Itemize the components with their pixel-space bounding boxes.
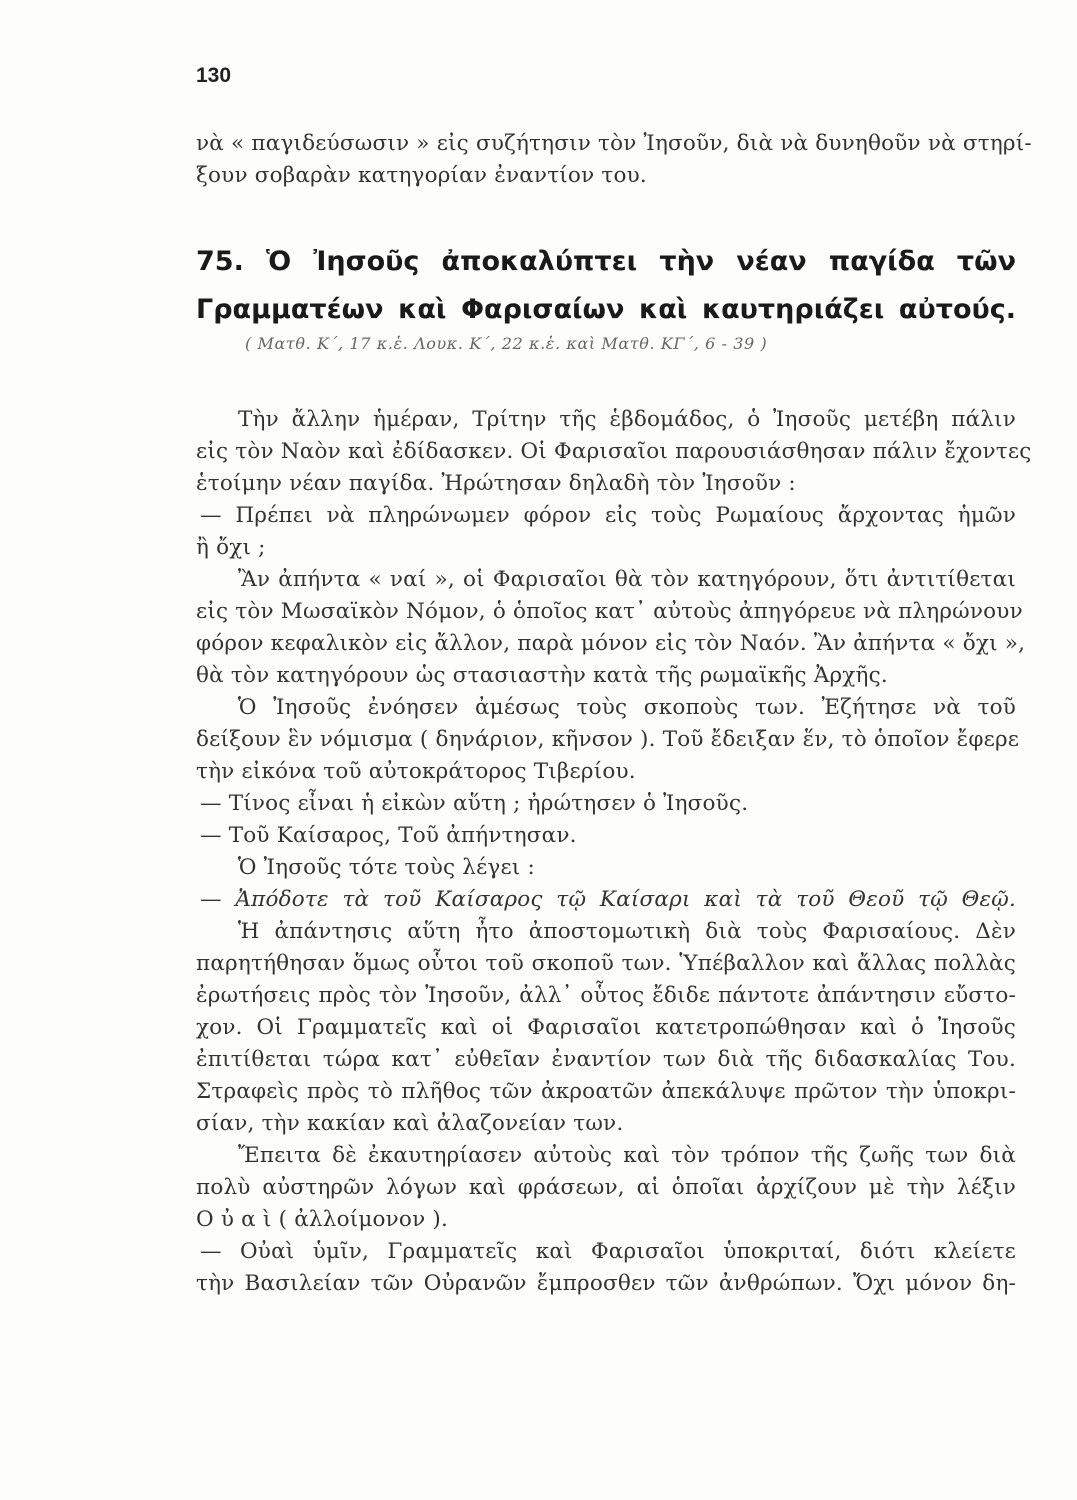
body-line: τὴν εἰκόνα τοῦ αὐτοκράτορος Τιβερίου. <box>196 759 636 784</box>
scripture-reference: ( Ματθ. Κ΄, 17 κ.ἑ. Λουκ. Κ΄, 22 κ.ἑ. καὶ Ματθ. ΚΓ΄, 6 - 39 ) <box>245 334 768 353</box>
body-line: Στραφεὶς πρὸς τὸ πλῆθος τῶν ἀκροατῶν ἀπεκάλυψε πρῶτον τὴν ὑποκρι- <box>196 1079 1016 1104</box>
body-line: τὴν Βασιλείαν τῶν Οὐρανῶν ἔμπροσθεν τῶν ἀνθρώπων. Ὄχι μόνον δη- <box>196 1271 1016 1296</box>
body-line: ἐπιτίθεται τώρα κατ᾿ εὐθεῖαν ἐναντίον των διὰ τῆς διδασκαλίας Του. <box>196 1047 1016 1072</box>
body-line: Ἔπειτα δὲ ἐκαυτηρίασεν αὐτοὺς καὶ τὸν τρόπον τῆς ζωῆς των διὰ <box>238 1143 1016 1168</box>
body-line: σίαν, τὴν κακίαν καὶ ἀλαζονείαν των. <box>196 1111 624 1136</box>
body-line: — Οὐαὶ ὑμῖν, Γραμματεῖς καὶ Φαρισαῖοι ὑποκριταί, διότι κλείετε <box>200 1239 1016 1264</box>
body-line: Τὴν ἄλλην ἡμέραν, Τρίτην τῆς ἑβδομάδος, ὁ Ἰησοῦς μετέβη πάλιν <box>238 407 1016 432</box>
body-line: — Τοῦ Καίσαρος, Τοῦ ἀπήντησαν. <box>200 823 577 848</box>
body-line: εἰς τὸν Μωσαϊκὸν Νόμον, ὁ ὁποῖος κατ᾿ αὐτοὺς ἀπηγόρευε νὰ πληρώνουν <box>196 599 1023 624</box>
body-line: ἐρωτήσεις πρὸς τὸν Ἰησοῦν, ἀλλ᾿ οὗτος ἔδιδε πάντοτε ἀπάντησιν εὔστο- <box>196 983 1016 1008</box>
body-line: Ὁ Ἰησοῦς τότε τοὺς λέγει : <box>238 855 535 880</box>
intro-line: νὰ « παγιδεύσωσιν » εἰς συζήτησιν τὸν Ἰησοῦν, διὰ νὰ δυνηθοῦν νὰ στηρί- <box>196 131 1032 156</box>
body-line: ἑτοίμην νέαν παγίδα. Ἠρώτησαν δηλαδὴ τὸν Ἰησοῦν : <box>196 471 796 496</box>
section-heading-line-2: Γραμματέων καὶ Φαρισαίων καὶ καυτηριάζει αὐτούς. <box>196 294 1016 325</box>
body-text <box>196 404 1032 1300</box>
body-line: χον. Οἱ Γραμματεῖς καὶ οἱ Φαρισαῖοι κατετροπώθησαν καὶ ὁ Ἰησοῦς <box>196 1015 1016 1040</box>
body-line: φόρον κεφαλικὸν εἰς ἄλλον, παρὰ μόνον εἰς τὸν Ναόν. Ἂν ἀπήντα « ὄχι », <box>196 631 1026 656</box>
body-line: δείξουν ἓν νόμισμα ( δηνάριον, κῆνσον ). Τοῦ ἔδειξαν ἕν, τὸ ὁποῖον ἔφερε <box>196 727 1020 752</box>
body-line: — Ἀπόδοτε τὰ τοῦ Καίσαρος τῷ Καίσαρι καὶ τὰ τοῦ Θεοῦ τῷ Θεῷ. <box>200 887 1016 912</box>
body-line: Ἡ ἀπάντησις αὕτη ἦτο ἀποστομωτικὴ διὰ τοὺς Φαρισαίους. Δὲν <box>238 919 1016 944</box>
section-heading-line-1: 75. Ὁ Ἰησοῦς ἀποκαλύπτει τὴν νέαν παγίδα τῶν <box>196 246 1016 277</box>
page-number: 130 <box>196 64 232 87</box>
body-line: Ὁ Ἰησοῦς ἐνόησεν ἀμέσως τοὺς σκοποὺς των. Ἐζήτησε νὰ τοῦ <box>238 695 1016 720</box>
body-line: πολὺ αὐστηρῶν λόγων καὶ φράσεων, αἱ ὁποῖαι ἀρχίζουν μὲ τὴν λέξιν <box>196 1175 1016 1200</box>
body-line: εἰς τὸν Ναὸν καὶ ἐδίδασκεν. Οἱ Φαρισαῖοι παρουσιάσθησαν πάλιν ἔχοντες <box>196 439 1032 464</box>
body-line: ἢ ὄχι ; <box>196 535 266 560</box>
body-line: Ἂν ἀπήντα « ναί », οἱ Φαρισαῖοι θὰ τὸν κατηγόρουν, ὅτι ἀντιτίθεται <box>238 567 1016 592</box>
body-line: — Πρέπει νὰ πληρώνωμεν φόρον εἰς τοὺς Ρωμαίους ἄρχοντας ἡμῶν <box>200 503 1016 528</box>
intro-paragraph <box>196 128 1032 192</box>
body-line: θὰ τὸν κατηγόρουν ὡς στασιαστὴν κατὰ τῆς ρωμαϊκῆς Ἀρχῆς. <box>196 663 888 688</box>
body-line: Ο ὐ α ὶ ( ἀλλοίμονον ). <box>196 1207 449 1232</box>
intro-line: ξουν σοβαρὰν κατηγορίαν ἐναντίον του. <box>196 163 647 188</box>
body-line: παρητήθησαν ὅμως οὗτοι τοῦ σκοποῦ των. Ὑπέβαλλον καὶ ἄλλας πολλὰς <box>196 951 1016 976</box>
body-line: — Τίνος εἶναι ἡ εἰκὼν αὕτη ; ἠρώτησεν ὁ Ἰησοῦς. <box>200 791 749 816</box>
